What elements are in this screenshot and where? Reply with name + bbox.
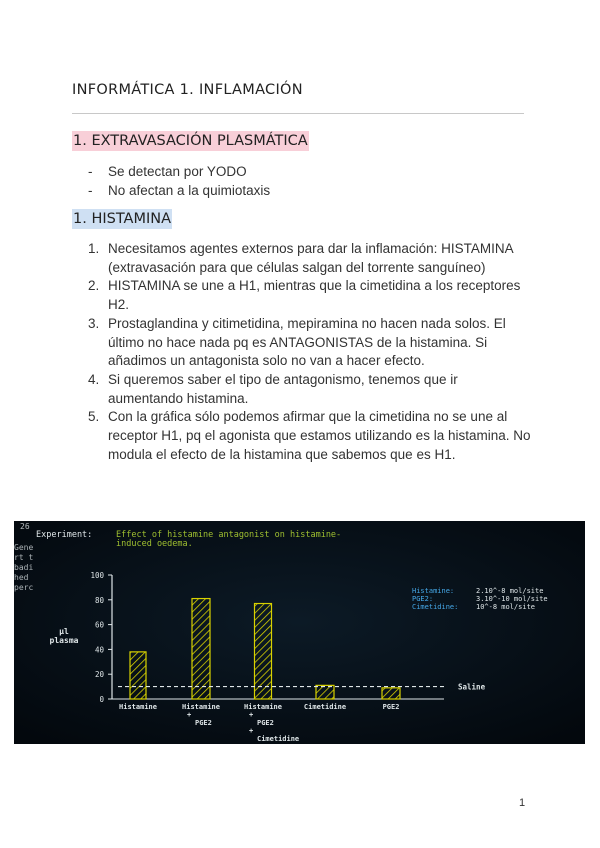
section-heading-extravasacion: 1. EXTRAVASACIÓN PLASMÁTICA [73, 133, 308, 149]
category-label: Cimetidine [257, 735, 300, 743]
category-label: + [249, 711, 254, 719]
bar [192, 599, 210, 699]
saline-label: Saline [458, 682, 486, 692]
legend-name: Cimetidine: [412, 603, 459, 611]
bullet-dash: - [88, 164, 93, 179]
numbered-item [88, 408, 534, 464]
numbered-item [88, 277, 534, 314]
y-tick-label: 60 [94, 620, 104, 630]
y-tick-label: 80 [94, 595, 104, 605]
histamina-list [88, 240, 534, 464]
item-number: 2. [88, 278, 100, 294]
title-divider [72, 113, 524, 114]
category-label: Histamine [182, 703, 220, 711]
y-tick-label: 0 [99, 695, 104, 704]
bar [382, 688, 400, 699]
category-label: PGE2 [195, 719, 212, 727]
numbered-item [88, 315, 534, 371]
numbered-item [88, 371, 534, 408]
item-text: HISTAMINA se une a H1, mientras que la cimetidina a los receptores H2. [108, 278, 521, 313]
experiment-title-line: induced oedema. [116, 539, 193, 549]
section-heading-histamina: 1. HISTAMINA [73, 211, 172, 227]
y-tick-label: 40 [94, 645, 104, 655]
bullet-item [86, 181, 270, 200]
category-label: PGE2 [257, 719, 274, 727]
histamine-oedema-chart [14, 521, 585, 744]
page-number: 1 [519, 797, 526, 809]
y-axis-label: µl [59, 627, 69, 636]
bullet-text: No afectan a la quimiotaxis [108, 183, 271, 198]
legend-value: 3.10^-10 mol/site [476, 595, 548, 603]
y-axis-label: plasma [49, 636, 79, 645]
chart-screen-photo [14, 521, 585, 744]
screen-left-fragment: rt t [14, 553, 34, 562]
category-label: + [187, 711, 192, 719]
experiment-label: Experiment: [36, 530, 93, 540]
screen-left-fragment: badi [14, 563, 34, 572]
category-label: Histamine [119, 703, 157, 711]
category-label: Histamine [244, 703, 282, 711]
item-number: 4. [88, 371, 100, 387]
legend-name: Histamine: [412, 587, 455, 595]
legend-value: 10^-8 mol/site [476, 603, 536, 611]
experiment-title-line: Effect of histamine antagonist on histamine- [116, 530, 342, 540]
item-text: Prostaglandina y citimetidina, mepiramina no hacen nada solos. El último no hace nada pq es ANTAGONISTAS de la histamina. Si añadimos un antagonista solo no van a hacer efecto. [108, 315, 506, 369]
y-tick-label: 100 [90, 571, 104, 580]
bullet-dash: - [88, 183, 93, 198]
page-title: INFORMÁTICA 1. INFLAMACIÓN [72, 82, 303, 98]
bar [255, 604, 272, 699]
numbered-item [88, 240, 534, 277]
item-text: Si queremos saber el tipo de antagonismo, tenemos que ir aumentando histamina. [108, 371, 458, 406]
screen-corner-number: 26 [20, 522, 30, 531]
bar [316, 685, 334, 699]
bullet-item [86, 162, 270, 181]
legend-name: PGE2: [412, 595, 434, 603]
screen-left-fragment: hed [14, 573, 29, 582]
item-number: 5. [88, 409, 100, 425]
item-text: Necesitamos agentes externos para dar la inflamación: HISTAMINA (extravasación para que células salgan del torrente sanguíneo) [108, 241, 513, 275]
item-text: Con la gráfica sólo podemos afirmar que la cimetidina no se une al receptor H1, pq el agonista que estamos utilizando es la histamina. No modula el efecto de la histamina que sabemos que es H1. [108, 409, 531, 462]
extravasacion-bullets [86, 162, 270, 200]
item-number: 3. [88, 315, 100, 331]
y-tick-label: 20 [94, 670, 104, 680]
screen-left-fragment: Gene [14, 543, 34, 552]
bar [130, 652, 146, 699]
category-label: + [249, 727, 254, 735]
category-label: PGE2 [382, 703, 400, 711]
category-label: Cimetidine [303, 703, 347, 711]
bullet-text: Se detectan por YODO [108, 164, 247, 179]
legend-value: 2.10^-8 mol/site [476, 587, 544, 595]
item-number: 1. [88, 241, 100, 256]
screen-left-fragment: perc [14, 583, 34, 592]
